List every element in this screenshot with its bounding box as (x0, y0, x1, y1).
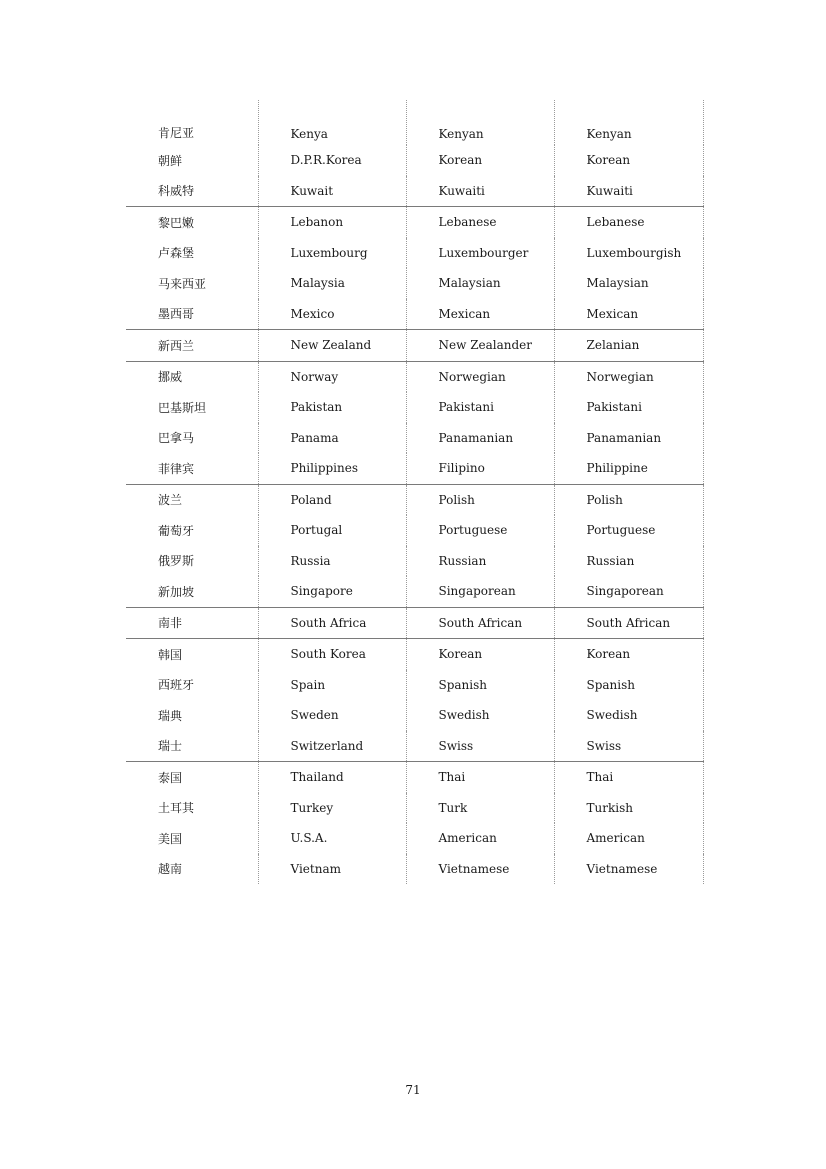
country-name-cell: Thailand (258, 762, 406, 793)
adjective-cell: American (406, 823, 554, 854)
table-row (126, 823, 703, 854)
adjective-cell: Thai (406, 762, 554, 793)
chinese-name-cell: 南非 (126, 607, 258, 639)
chinese-name-cell: 瑞典 (126, 700, 258, 731)
adjective-cell: Korean (406, 639, 554, 670)
adjective-cell: Malaysian (406, 268, 554, 299)
country-name-cell: Panama (258, 423, 406, 454)
country-name-cell: Malaysia (258, 268, 406, 299)
country-name-cell: Lebanon (258, 207, 406, 238)
country-name-cell: Mexico (258, 299, 406, 330)
adjective-cell: Russian (406, 546, 554, 577)
table-row (126, 299, 703, 330)
adjective-cell: Kenyan (406, 100, 554, 145)
table-row (126, 670, 703, 701)
chinese-name-cell: 泰国 (126, 762, 258, 793)
chinese-name-cell: 越南 (126, 854, 258, 885)
country-name-cell: Portugal (258, 515, 406, 546)
table-row (126, 854, 703, 885)
country-name-cell: Poland (258, 484, 406, 515)
table-row (126, 453, 703, 484)
nationality-cell: Kenyan (554, 100, 703, 145)
nationality-cell: Kuwaiti (554, 176, 703, 207)
table-body (126, 100, 703, 884)
table-row (126, 100, 703, 145)
chinese-name-cell: 墨西哥 (126, 299, 258, 330)
chinese-name-cell: 挪威 (126, 361, 258, 392)
nationality-cell: Russian (554, 546, 703, 577)
table-row (126, 268, 703, 299)
adjective-cell: Korean (406, 145, 554, 176)
adjective-cell: Panamanian (406, 423, 554, 454)
nationality-cell: Swedish (554, 700, 703, 731)
country-name-cell: Philippines (258, 453, 406, 484)
adjective-cell: Luxembourger (406, 238, 554, 269)
nationality-cell: Swiss (554, 731, 703, 762)
table-row (126, 762, 703, 793)
chinese-name-cell: 新西兰 (126, 330, 258, 362)
table-row (126, 576, 703, 607)
adjective-cell: Mexican (406, 299, 554, 330)
chinese-name-cell: 肯尼亚 (126, 100, 258, 145)
adjective-cell: Filipino (406, 453, 554, 484)
table-row (126, 731, 703, 762)
chinese-name-cell: 黎巴嫩 (126, 207, 258, 238)
country-nationality-table (126, 100, 704, 884)
nationality-cell: American (554, 823, 703, 854)
table-row (126, 484, 703, 515)
chinese-name-cell: 波兰 (126, 484, 258, 515)
nationality-cell: Thai (554, 762, 703, 793)
chinese-name-cell: 瑞士 (126, 731, 258, 762)
country-name-cell: Luxembourg (258, 238, 406, 269)
country-name-cell: Kenya (258, 100, 406, 145)
adjective-cell: Turk (406, 793, 554, 824)
country-name-cell: Singapore (258, 576, 406, 607)
adjective-cell: Norwegian (406, 361, 554, 392)
country-name-cell: Switzerland (258, 731, 406, 762)
country-name-cell: U.S.A. (258, 823, 406, 854)
chinese-name-cell: 西班牙 (126, 670, 258, 701)
nationality-cell: Polish (554, 484, 703, 515)
chinese-name-cell: 葡萄牙 (126, 515, 258, 546)
chinese-name-cell: 俄罗斯 (126, 546, 258, 577)
nationality-cell: Korean (554, 639, 703, 670)
table-row (126, 607, 703, 639)
nationality-cell: Pakistani (554, 392, 703, 423)
nationality-cell: Korean (554, 145, 703, 176)
country-name-cell: New Zealand (258, 330, 406, 362)
table-row (126, 793, 703, 824)
chinese-name-cell: 巴拿马 (126, 423, 258, 454)
adjective-cell: Polish (406, 484, 554, 515)
country-name-cell: South Africa (258, 607, 406, 639)
table-row (126, 238, 703, 269)
nationality-cell: Philippine (554, 453, 703, 484)
nationality-cell: Spanish (554, 670, 703, 701)
table-row (126, 176, 703, 207)
chinese-name-cell: 科威特 (126, 176, 258, 207)
table-row (126, 639, 703, 670)
adjective-cell: Pakistani (406, 392, 554, 423)
country-name-cell: D.P.R.Korea (258, 145, 406, 176)
table-row (126, 515, 703, 546)
country-name-cell: Spain (258, 670, 406, 701)
table-row (126, 330, 703, 362)
chinese-name-cell: 朝鲜 (126, 145, 258, 176)
adjective-cell: Portuguese (406, 515, 554, 546)
nationality-cell: South African (554, 607, 703, 639)
adjective-cell: Kuwaiti (406, 176, 554, 207)
nationality-cell: Lebanese (554, 207, 703, 238)
chinese-name-cell: 新加坡 (126, 576, 258, 607)
country-name-cell: South Korea (258, 639, 406, 670)
chinese-name-cell: 韩国 (126, 639, 258, 670)
chinese-name-cell: 土耳其 (126, 793, 258, 824)
country-name-cell: Norway (258, 361, 406, 392)
table-row (126, 145, 703, 176)
nationality-cell: Zelanian (554, 330, 703, 362)
chinese-name-cell: 卢森堡 (126, 238, 258, 269)
adjective-cell: South African (406, 607, 554, 639)
adjective-cell: Swiss (406, 731, 554, 762)
chinese-name-cell: 巴基斯坦 (126, 392, 258, 423)
table-row (126, 207, 703, 238)
adjective-cell: Vietnamese (406, 854, 554, 885)
table-row (126, 423, 703, 454)
adjective-cell: Singaporean (406, 576, 554, 607)
table-row (126, 361, 703, 392)
country-name-cell: Pakistan (258, 392, 406, 423)
nationality-cell: Norwegian (554, 361, 703, 392)
nationality-cell: Luxembourgish (554, 238, 703, 269)
nationality-cell: Turkish (554, 793, 703, 824)
table-row (126, 392, 703, 423)
adjective-cell: Lebanese (406, 207, 554, 238)
nationality-cell: Panamanian (554, 423, 703, 454)
country-name-cell: Russia (258, 546, 406, 577)
chinese-name-cell: 菲律宾 (126, 453, 258, 484)
chinese-name-cell: 美国 (126, 823, 258, 854)
table-row (126, 700, 703, 731)
chinese-name-cell: 马来西亚 (126, 268, 258, 299)
adjective-cell: Spanish (406, 670, 554, 701)
table-row (126, 546, 703, 577)
adjective-cell: Swedish (406, 700, 554, 731)
nationality-cell: Portuguese (554, 515, 703, 546)
nationality-cell: Malaysian (554, 268, 703, 299)
country-name-cell: Kuwait (258, 176, 406, 207)
nationality-cell: Singaporean (554, 576, 703, 607)
nationality-cell: Mexican (554, 299, 703, 330)
country-name-cell: Vietnam (258, 854, 406, 885)
country-name-cell: Sweden (258, 700, 406, 731)
country-name-cell: Turkey (258, 793, 406, 824)
nationality-cell: Vietnamese (554, 854, 703, 885)
adjective-cell: New Zealander (406, 330, 554, 362)
page-number: 71 (405, 1083, 421, 1097)
